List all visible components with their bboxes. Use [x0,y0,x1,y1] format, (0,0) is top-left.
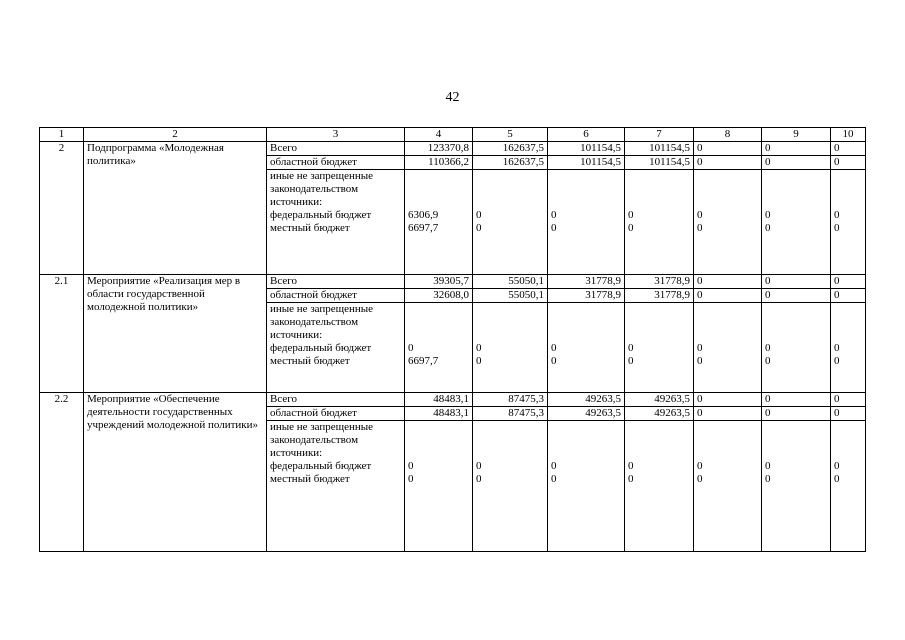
spacer [697,329,758,342]
sub-value: 6697,7 [408,355,439,367]
spacer [697,434,758,447]
sub-value: 0 [834,222,840,234]
spacer [551,447,621,460]
spacer [765,170,827,183]
other-sources-label: иные не запрещенные [270,303,374,315]
sub-value: 0 [551,209,557,221]
sub-value: 0 [697,355,703,367]
spacer [834,434,862,447]
section-name: Мероприятие «Реализация мер в области государственной молодежной политики» [84,275,267,393]
value-cell: 0 [762,407,831,421]
sub-value: 0 [834,355,840,367]
value-cell: 101154,5 [625,156,694,170]
sub-value: 0 [697,209,703,221]
spacer [765,183,827,196]
sub-value: 0 [551,460,557,472]
sub-value: 0 [476,342,482,354]
header-cell: 6 [548,128,625,142]
sub-value: 0 [476,473,482,485]
spacer [834,316,862,329]
spacer [551,303,621,316]
value-cell: 0 [762,156,831,170]
sub-value: 0 [834,460,840,472]
value-cell: 49263,5 [548,393,625,407]
row-label: Всего [267,142,405,156]
other-sources-label: источники: [270,329,323,341]
value-cell: 0 [762,289,831,303]
header-cell: 4 [405,128,473,142]
header-row [40,128,866,142]
spacer [765,303,827,316]
row-label: Всего [267,275,405,289]
spacer [628,183,690,196]
value-cell: 31778,9 [548,275,625,289]
spacer [551,170,621,183]
spacer [476,329,544,342]
row-label: областной бюджет [267,156,405,170]
sub-value: 0 [834,342,840,354]
spacer [408,421,469,434]
section-name: Мероприятие «Обеспечение деятельности государственных учреждений молодежной политики» [84,393,267,552]
value-cell: 0 [831,289,866,303]
row-label: областной бюджет [267,289,405,303]
spacer [765,447,827,460]
sub-value: 0 [551,355,557,367]
sub-value: 0 [628,355,634,367]
sub-value: 0 [476,209,482,221]
other-sources-label: иные не запрещенные [270,170,374,182]
value-cell: 31778,9 [625,275,694,289]
value-cell: 49263,5 [625,407,694,421]
table-row [40,142,866,156]
value-cell: 0 [694,275,762,289]
spacer [697,183,758,196]
sub-row-label: местный бюджет [270,222,350,234]
value-cell: 48483,1 [405,407,473,421]
sub-value: 0 [476,355,482,367]
spacer [476,316,544,329]
sub-value-cell [473,170,548,275]
value-cell: 0 [694,407,762,421]
value-cell: 55050,1 [473,289,548,303]
sub-row-label: местный бюджет [270,355,350,367]
other-sources-cell [267,421,405,552]
spacer [628,421,690,434]
sub-value: 0 [628,460,634,472]
sub-value: 6306,9 [408,209,439,221]
sub-value: 0 [551,473,557,485]
sub-value: 0 [765,473,771,485]
spacer [834,421,862,434]
sub-value-cell [548,303,625,393]
spacer [476,447,544,460]
spacer [408,447,469,460]
spacer [408,170,469,183]
header-cell: 7 [625,128,694,142]
value-cell: 101154,5 [625,142,694,156]
spacer [697,170,758,183]
value-cell: 48483,1 [405,393,473,407]
value-cell: 49263,5 [625,393,694,407]
value-cell: 0 [831,407,866,421]
sub-value: 0 [765,222,771,234]
sub-value-cell [548,421,625,552]
spacer [765,316,827,329]
sub-value-cell [548,170,625,275]
section-number: 2.1 [40,275,84,393]
sub-value: 0 [834,209,840,221]
sub-value-cell [831,170,866,275]
spacer [551,434,621,447]
row-label: областной бюджет [267,407,405,421]
header-cell: 10 [831,128,866,142]
sub-value: 0 [765,342,771,354]
sub-value: 0 [628,222,634,234]
sub-value: 0 [697,460,703,472]
spacer [834,196,862,209]
value-cell: 101154,5 [548,156,625,170]
value-cell: 55050,1 [473,275,548,289]
spacer [628,196,690,209]
header-cell: 9 [762,128,831,142]
sub-value: 0 [408,460,414,472]
sub-value-cell [405,303,473,393]
spacer [697,303,758,316]
sub-value: 0 [628,342,634,354]
spacer [628,447,690,460]
value-cell: 32608,0 [405,289,473,303]
sub-row-label: федеральный бюджет [270,460,372,472]
sub-value-cell [473,421,548,552]
spacer [765,329,827,342]
spacer [628,170,690,183]
sub-value: 0 [628,209,634,221]
value-cell: 49263,5 [548,407,625,421]
row-label: Всего [267,393,405,407]
sub-value: 0 [697,222,703,234]
value-cell: 162637,5 [473,156,548,170]
sub-value: 0 [765,460,771,472]
sub-value-cell [831,421,866,552]
spacer [697,447,758,460]
value-cell: 0 [831,393,866,407]
other-sources-label: источники: [270,196,323,208]
sub-value-cell [762,303,831,393]
spacer [408,434,469,447]
spacer [408,196,469,209]
sub-value: 0 [408,342,414,354]
spacer [765,421,827,434]
value-cell: 87475,3 [473,393,548,407]
spacer [476,434,544,447]
sub-value-cell [694,170,762,275]
other-sources-label: иные не запрещенные [270,421,374,433]
sub-value-cell [405,170,473,275]
sub-value-cell [625,303,694,393]
value-cell: 0 [762,142,831,156]
spacer [834,170,862,183]
spacer [697,316,758,329]
value-cell: 0 [831,156,866,170]
spacer [408,316,469,329]
section-name: Подпрограмма «Молодежная политика» [84,142,267,275]
value-cell: 0 [831,275,866,289]
spacer [765,196,827,209]
spacer [834,183,862,196]
value-cell: 0 [831,142,866,156]
value-cell: 39305,7 [405,275,473,289]
value-cell: 101154,5 [548,142,625,156]
spacer [697,196,758,209]
value-cell: 110366,2 [405,156,473,170]
sub-row-label: местный бюджет [270,473,350,485]
spacer [476,183,544,196]
sub-value-cell [762,170,831,275]
sub-value: 0 [476,460,482,472]
spacer [476,421,544,434]
sub-value: 0 [476,222,482,234]
sub-value-cell [694,303,762,393]
header-cell: 2 [84,128,267,142]
sub-value: 0 [551,342,557,354]
sub-value: 0 [551,222,557,234]
spacer [408,329,469,342]
value-cell: 87475,3 [473,407,548,421]
sub-value-cell [625,421,694,552]
sub-row-label: федеральный бюджет [270,342,372,354]
value-cell: 0 [694,289,762,303]
spacer [628,329,690,342]
spacer [697,421,758,434]
sub-value: 0 [765,355,771,367]
spacer [628,434,690,447]
section-number: 2 [40,142,84,275]
sub-value: 0 [408,473,414,485]
spacer [408,303,469,316]
table-row [40,393,866,407]
sub-value: 0 [834,473,840,485]
spacer [551,329,621,342]
spacer [628,303,690,316]
value-cell: 0 [762,275,831,289]
spacer [476,196,544,209]
sub-value: 6697,7 [408,222,439,234]
spacer [551,196,621,209]
other-sources-label: законодательством [270,316,359,328]
spacer [765,434,827,447]
spacer [834,447,862,460]
sub-row-label: федеральный бюджет [270,209,372,221]
other-sources-label: источники: [270,447,323,459]
other-sources-label: законодательством [270,183,359,195]
value-cell: 0 [762,393,831,407]
budget-table [39,127,866,552]
sub-value-cell [473,303,548,393]
sub-value-cell [831,303,866,393]
sub-value-cell [694,421,762,552]
spacer [476,303,544,316]
table-row [40,275,866,289]
spacer [551,316,621,329]
table-body [40,128,866,552]
header-cell: 8 [694,128,762,142]
value-cell: 0 [694,142,762,156]
sub-value: 0 [628,473,634,485]
header-cell: 3 [267,128,405,142]
value-cell: 123370,8 [405,142,473,156]
sub-value: 0 [697,342,703,354]
other-sources-cell [267,170,405,275]
section-number: 2.2 [40,393,84,552]
spacer [551,183,621,196]
spacer [476,170,544,183]
spacer [834,303,862,316]
value-cell: 162637,5 [473,142,548,156]
spacer [551,421,621,434]
sub-value-cell [625,170,694,275]
other-sources-cell [267,303,405,393]
value-cell: 0 [694,156,762,170]
spacer [834,329,862,342]
sub-value: 0 [697,473,703,485]
spacer [628,316,690,329]
sub-value: 0 [765,209,771,221]
header-cell: 1 [40,128,84,142]
sub-value-cell [405,421,473,552]
header-cell: 5 [473,128,548,142]
value-cell: 0 [694,393,762,407]
sub-value-cell [762,421,831,552]
other-sources-label: законодательством [270,434,359,446]
value-cell: 31778,9 [548,289,625,303]
spacer [408,183,469,196]
value-cell: 31778,9 [625,289,694,303]
page-number: 42 [445,90,460,105]
